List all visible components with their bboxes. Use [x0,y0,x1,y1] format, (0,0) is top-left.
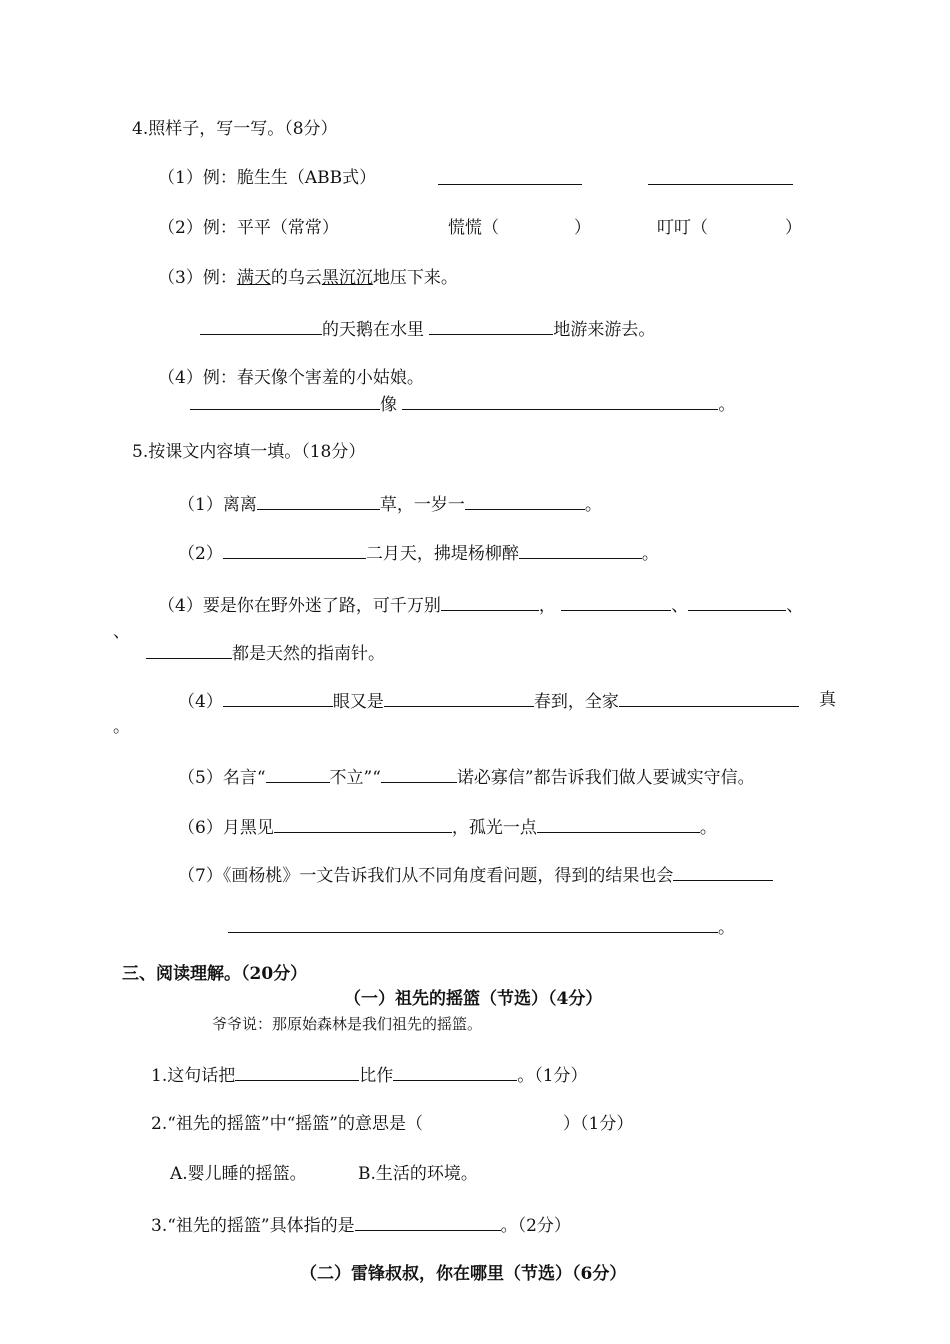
blank[interactable] [673,862,773,881]
blank[interactable] [619,688,799,707]
blank[interactable] [402,391,718,410]
blank[interactable] [223,540,366,559]
q5-line4-end: 真 [819,690,836,710]
q4-sub4: （4）例：春天像个害羞的小姑娘。 [158,368,424,388]
blank[interactable] [465,491,585,510]
blank[interactable] [441,592,539,611]
section3-title: 三、阅读理解。（20分） [122,964,308,984]
p1-q1: 1.这句话把 比作 。（1分） [151,1062,588,1088]
q4-sub2: （2）例：平平（常常） [158,218,339,238]
q5-line7-cont: 。 [228,914,735,940]
q5-line6: （6）月黑见 ，孤光一点 。 [178,814,717,840]
q4-title: 4.照样子，写一写。（8分） [132,119,338,139]
q5-line1: （1）离离 草，一岁一 。 [178,491,602,517]
q5-title: 5.按课文内容填一填。（18分） [132,442,366,462]
passage1-title: （一）祖先的摇篮（节选）（4分） [344,989,603,1009]
passage2-title: （二）雷锋叔叔，你在哪里（节选）（6分） [300,1264,627,1284]
blank[interactable] [235,1062,359,1081]
blank[interactable] [274,814,452,833]
blank[interactable] [648,166,793,192]
q5-line4-wrap: 。 [113,717,130,737]
blank[interactable] [266,764,330,783]
blank[interactable] [200,316,322,335]
blank[interactable] [223,688,333,707]
blank[interactable] [429,316,553,335]
passage1-quote: 爷爷说：那原始森林是我们祖先的摇篮。 [212,1015,483,1033]
paren-close: ） [574,218,591,238]
p1-q3: 3.“祖先的摇篮”具体指的是 。（2分） [151,1212,571,1238]
q5-line7: （7）《画杨桃》一文告诉我们从不同角度看问题，得到的结果也会 [178,862,773,888]
blank[interactable] [519,540,642,559]
p1-q2-option-a: A.婴儿睡的摇篮。 [170,1164,307,1184]
blank[interactable] [146,640,232,659]
q5-line5: （5）名言“ 不立”“ 诺必寡信”都告诉我们做人要诚实守信。 [178,764,755,790]
blank[interactable] [355,1212,501,1231]
blank[interactable] [257,491,380,510]
q4-sub2-ding: 叮叮（ [657,218,708,238]
q4-sub3: （3）例：满天的乌云黑沉沉地压下来。 [158,268,458,288]
p1-q2: 2.“祖先的摇篮”中“摇篮”的意思是（ [151,1114,423,1134]
q5-line4: （4） 眼又是 春到，全家 [178,688,799,714]
q4-sub3-fill: 的天鹅在水里 地游来游去。 [200,316,655,342]
q4-sub4-fill: 像 。 [190,391,735,417]
blank[interactable] [228,914,718,933]
q4-sub1: （1）例：脆生生（ABB式） [158,168,377,188]
blank[interactable] [190,391,380,410]
q5-line3-cont: 都是天然的指南针。 [146,640,385,666]
q5-line3-wrap: 、 [113,622,130,642]
q4-sub2-huang: 慌慌（ [448,218,499,238]
blank[interactable] [537,814,700,833]
blank[interactable] [393,1062,517,1081]
blank[interactable] [688,592,786,611]
blank[interactable] [438,166,582,192]
p1-q2-option-b: B.生活的环境。 [358,1164,478,1184]
q5-line3: （4）要是你在野外迷了路，可千万别 ， 、 、 [158,592,803,618]
blank[interactable] [561,592,671,611]
p1-q2-end: ）（1分） [563,1114,634,1134]
q5-line2: （2） 二月天，拂堤杨柳醉 。 [178,540,659,566]
blank[interactable] [384,688,534,707]
blank[interactable] [381,764,457,783]
paren-close: ） [785,218,802,238]
